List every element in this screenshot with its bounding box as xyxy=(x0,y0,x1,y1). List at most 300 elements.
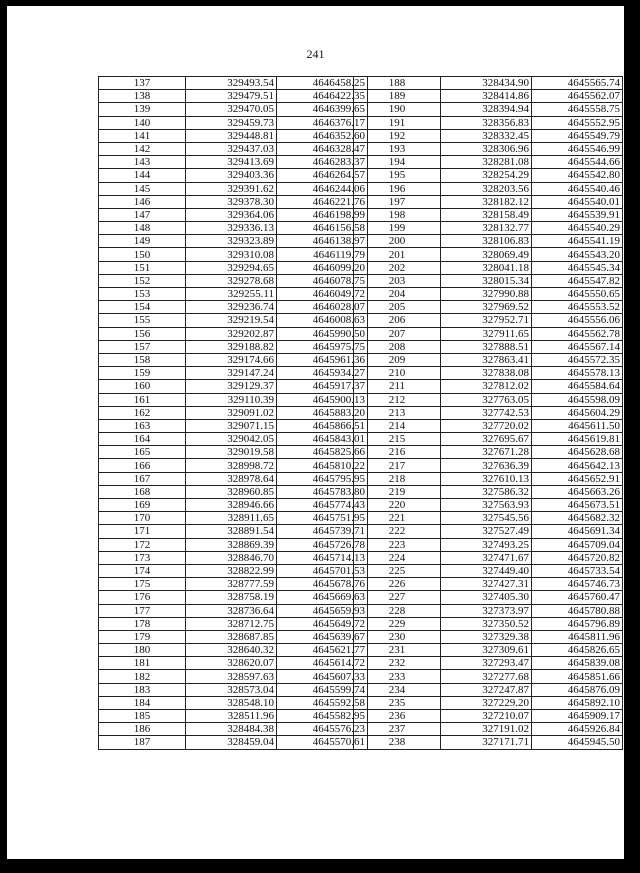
table-row xyxy=(99,77,368,90)
table-row xyxy=(99,288,368,301)
table-row xyxy=(99,472,368,485)
document-page xyxy=(7,6,624,859)
y-coordinate: 4645678.76 xyxy=(277,578,368,591)
point-number: 205 xyxy=(354,301,441,314)
table-row xyxy=(354,90,623,103)
page-number: 241 xyxy=(306,47,325,61)
point-number: 231 xyxy=(354,644,441,657)
x-coordinate: 327563.93 xyxy=(441,499,532,512)
x-coordinate: 329278.68 xyxy=(186,274,277,287)
table-row xyxy=(354,314,623,327)
y-coordinate: 4645621.77 xyxy=(277,644,368,657)
x-coordinate: 327191.02 xyxy=(441,723,532,736)
x-coordinate: 327990.88 xyxy=(441,288,532,301)
table-row xyxy=(354,274,623,287)
y-coordinate: 4645604.29 xyxy=(532,406,623,419)
point-number: 214 xyxy=(354,419,441,432)
point-number: 219 xyxy=(354,485,441,498)
table-row xyxy=(99,485,368,498)
table-row xyxy=(99,90,368,103)
point-number: 172 xyxy=(99,538,186,551)
point-number: 230 xyxy=(354,630,441,643)
y-coordinate: 4645556.06 xyxy=(532,314,623,327)
point-number: 140 xyxy=(99,116,186,129)
table-row xyxy=(99,129,368,142)
table-row xyxy=(354,208,623,221)
x-coordinate: 327293.47 xyxy=(441,657,532,670)
y-coordinate: 4645843.01 xyxy=(277,433,368,446)
x-coordinate: 329448.81 xyxy=(186,129,277,142)
y-coordinate: 4645553.52 xyxy=(532,301,623,314)
y-coordinate: 4645598.09 xyxy=(532,393,623,406)
x-coordinate: 328356.83 xyxy=(441,116,532,129)
point-number: 192 xyxy=(354,129,441,142)
x-coordinate: 329459.73 xyxy=(186,116,277,129)
point-number: 227 xyxy=(354,591,441,604)
y-coordinate: 4645917.37 xyxy=(277,380,368,393)
x-coordinate: 329129.37 xyxy=(186,380,277,393)
x-coordinate: 329071.15 xyxy=(186,419,277,432)
point-number: 181 xyxy=(99,657,186,670)
table-row xyxy=(354,696,623,709)
table-row xyxy=(354,578,623,591)
y-coordinate: 4645628.68 xyxy=(532,446,623,459)
point-number: 146 xyxy=(99,195,186,208)
y-coordinate: 4645733.54 xyxy=(532,564,623,577)
y-coordinate: 4645652.91 xyxy=(532,472,623,485)
y-coordinate: 4645961.36 xyxy=(277,353,368,366)
table-row xyxy=(99,683,368,696)
x-coordinate: 327763.05 xyxy=(441,393,532,406)
table-row xyxy=(354,564,623,577)
point-number: 232 xyxy=(354,657,441,670)
x-coordinate: 328069.49 xyxy=(441,248,532,261)
point-number: 179 xyxy=(99,630,186,643)
point-number: 150 xyxy=(99,248,186,261)
x-coordinate: 329391.62 xyxy=(186,182,277,195)
table-row xyxy=(354,499,623,512)
table-row xyxy=(99,393,368,406)
y-coordinate: 4646422.35 xyxy=(277,90,368,103)
y-coordinate: 4645542.80 xyxy=(532,169,623,182)
y-coordinate: 4645552.95 xyxy=(532,116,623,129)
table-row xyxy=(354,710,623,723)
table-row xyxy=(354,261,623,274)
y-coordinate: 4645599.74 xyxy=(277,683,368,696)
table-row xyxy=(99,564,368,577)
point-number: 238 xyxy=(354,736,441,749)
y-coordinate: 4645565.74 xyxy=(532,77,623,90)
point-number: 212 xyxy=(354,393,441,406)
table-row xyxy=(99,353,368,366)
y-coordinate: 4645659.93 xyxy=(277,604,368,617)
x-coordinate: 328822.99 xyxy=(186,564,277,577)
x-coordinate: 328015.34 xyxy=(441,274,532,287)
table-row xyxy=(99,710,368,723)
point-number: 174 xyxy=(99,564,186,577)
y-coordinate: 4645611.50 xyxy=(532,419,623,432)
x-coordinate: 328041.18 xyxy=(441,261,532,274)
table-row xyxy=(354,485,623,498)
x-coordinate: 328332.45 xyxy=(441,129,532,142)
y-coordinate: 4646119.79 xyxy=(277,248,368,261)
table-row xyxy=(354,156,623,169)
y-coordinate: 4645714.13 xyxy=(277,551,368,564)
x-coordinate: 328459.04 xyxy=(186,736,277,749)
table-row xyxy=(354,116,623,129)
y-coordinate: 4645614.72 xyxy=(277,657,368,670)
y-coordinate: 4645739.71 xyxy=(277,525,368,538)
y-coordinate: 4646198.99 xyxy=(277,208,368,221)
point-number: 209 xyxy=(354,353,441,366)
y-coordinate: 4645682.32 xyxy=(532,512,623,525)
table-row xyxy=(354,591,623,604)
table-row xyxy=(354,512,623,525)
x-coordinate: 328203.56 xyxy=(441,182,532,195)
point-number: 167 xyxy=(99,472,186,485)
y-coordinate: 4645751.95 xyxy=(277,512,368,525)
table-row xyxy=(99,736,368,749)
table-row xyxy=(354,380,623,393)
x-coordinate: 327427.31 xyxy=(441,578,532,591)
y-coordinate: 4646138.97 xyxy=(277,235,368,248)
y-coordinate: 4645545.34 xyxy=(532,261,623,274)
point-number: 154 xyxy=(99,301,186,314)
table-row xyxy=(354,683,623,696)
point-number: 151 xyxy=(99,261,186,274)
y-coordinate: 4645866.51 xyxy=(277,419,368,432)
x-coordinate: 327952.71 xyxy=(441,314,532,327)
table-row xyxy=(99,446,368,459)
table-row xyxy=(99,208,368,221)
table-row xyxy=(354,288,623,301)
table-row xyxy=(99,327,368,340)
y-coordinate: 4645876.09 xyxy=(532,683,623,696)
y-coordinate: 4645642.13 xyxy=(532,459,623,472)
x-coordinate: 329110.39 xyxy=(186,393,277,406)
point-number: 155 xyxy=(99,314,186,327)
point-number: 197 xyxy=(354,195,441,208)
x-coordinate: 328640.32 xyxy=(186,644,277,657)
y-coordinate: 4645540.29 xyxy=(532,222,623,235)
y-coordinate: 4645550.65 xyxy=(532,288,623,301)
x-coordinate: 329236.74 xyxy=(186,301,277,314)
x-coordinate: 328306.96 xyxy=(441,142,532,155)
x-coordinate: 327493.25 xyxy=(441,538,532,551)
point-number: 166 xyxy=(99,459,186,472)
point-number: 190 xyxy=(354,103,441,116)
x-coordinate: 328978.64 xyxy=(186,472,277,485)
x-coordinate: 329042.05 xyxy=(186,433,277,446)
point-number: 160 xyxy=(99,380,186,393)
y-coordinate: 4645826.65 xyxy=(532,644,623,657)
y-coordinate: 4646099.20 xyxy=(277,261,368,274)
table-row xyxy=(99,459,368,472)
point-number: 164 xyxy=(99,433,186,446)
x-coordinate: 328106.83 xyxy=(441,235,532,248)
table-row xyxy=(354,327,623,340)
y-coordinate: 4645810.22 xyxy=(277,459,368,472)
x-coordinate: 328911.65 xyxy=(186,512,277,525)
y-coordinate: 4645883.20 xyxy=(277,406,368,419)
x-coordinate: 327671.28 xyxy=(441,446,532,459)
y-coordinate: 4645592.58 xyxy=(277,696,368,709)
x-coordinate: 328414.86 xyxy=(441,90,532,103)
y-coordinate: 4645540.46 xyxy=(532,182,623,195)
x-coordinate: 329378.30 xyxy=(186,195,277,208)
table-row xyxy=(354,736,623,749)
y-coordinate: 4645760.47 xyxy=(532,591,623,604)
table-row xyxy=(354,129,623,142)
table-row xyxy=(354,459,623,472)
x-coordinate: 328712.75 xyxy=(186,617,277,630)
x-coordinate: 327277.68 xyxy=(441,670,532,683)
point-number: 204 xyxy=(354,288,441,301)
x-coordinate: 327527.49 xyxy=(441,525,532,538)
x-coordinate: 329336.13 xyxy=(186,222,277,235)
table-row xyxy=(354,340,623,353)
table-row xyxy=(354,77,623,90)
table-row xyxy=(354,301,623,314)
y-coordinate: 4645607.33 xyxy=(277,670,368,683)
table-row xyxy=(99,657,368,670)
table-row xyxy=(99,367,368,380)
point-number: 161 xyxy=(99,393,186,406)
y-coordinate: 4645783.80 xyxy=(277,485,368,498)
point-number: 162 xyxy=(99,406,186,419)
x-coordinate: 328548.10 xyxy=(186,696,277,709)
x-coordinate: 328434.90 xyxy=(441,77,532,90)
x-coordinate: 328484.38 xyxy=(186,723,277,736)
y-coordinate: 4645669.63 xyxy=(277,591,368,604)
y-coordinate: 4645582.95 xyxy=(277,710,368,723)
point-number: 215 xyxy=(354,433,441,446)
table-row xyxy=(354,472,623,485)
point-number: 222 xyxy=(354,525,441,538)
y-coordinate: 4645663.26 xyxy=(532,485,623,498)
table-row xyxy=(99,630,368,643)
table-row xyxy=(99,433,368,446)
x-coordinate: 329310.08 xyxy=(186,248,277,261)
point-number: 202 xyxy=(354,261,441,274)
point-number: 188 xyxy=(354,77,441,90)
table-row xyxy=(99,169,368,182)
point-number: 177 xyxy=(99,604,186,617)
table-row xyxy=(354,630,623,643)
x-coordinate: 327309.61 xyxy=(441,644,532,657)
table-row xyxy=(99,274,368,287)
table-row xyxy=(99,419,368,432)
y-coordinate: 4645811.96 xyxy=(532,630,623,643)
table-row xyxy=(99,525,368,538)
x-coordinate: 327373.97 xyxy=(441,604,532,617)
table-row xyxy=(99,538,368,551)
y-coordinate: 4645547.82 xyxy=(532,274,623,287)
point-number: 216 xyxy=(354,446,441,459)
y-coordinate: 4646283.37 xyxy=(277,156,368,169)
y-coordinate: 4645945.50 xyxy=(532,736,623,749)
y-coordinate: 4645926.84 xyxy=(532,723,623,736)
point-number: 187 xyxy=(99,736,186,749)
x-coordinate: 328998.72 xyxy=(186,459,277,472)
table-row xyxy=(99,103,368,116)
coordinates-table-left xyxy=(98,76,368,750)
x-coordinate: 329413.69 xyxy=(186,156,277,169)
table-row xyxy=(99,578,368,591)
y-coordinate: 4645543.20 xyxy=(532,248,623,261)
y-coordinate: 4645990.50 xyxy=(277,327,368,340)
table-row xyxy=(99,142,368,155)
y-coordinate: 4646221.76 xyxy=(277,195,368,208)
table-row xyxy=(354,182,623,195)
x-coordinate: 327471.67 xyxy=(441,551,532,564)
table-row xyxy=(354,419,623,432)
x-coordinate: 327911.65 xyxy=(441,327,532,340)
x-coordinate: 328687.85 xyxy=(186,630,277,643)
table-row xyxy=(99,116,368,129)
point-number: 235 xyxy=(354,696,441,709)
x-coordinate: 329147.24 xyxy=(186,367,277,380)
x-coordinate: 328511.96 xyxy=(186,710,277,723)
x-coordinate: 329493.54 xyxy=(186,77,277,90)
table-row xyxy=(354,723,623,736)
x-coordinate: 327742.53 xyxy=(441,406,532,419)
y-coordinate: 4646376.17 xyxy=(277,116,368,129)
y-coordinate: 4645544.66 xyxy=(532,156,623,169)
table-row xyxy=(99,551,368,564)
point-number: 213 xyxy=(354,406,441,419)
x-coordinate: 329174.66 xyxy=(186,353,277,366)
table-row xyxy=(354,551,623,564)
table-row xyxy=(99,340,368,353)
table-row xyxy=(99,222,368,235)
table-row xyxy=(354,670,623,683)
point-number: 158 xyxy=(99,353,186,366)
y-coordinate: 4645726.78 xyxy=(277,538,368,551)
y-coordinate: 4645774.43 xyxy=(277,499,368,512)
x-coordinate: 327610.13 xyxy=(441,472,532,485)
y-coordinate: 4645562.78 xyxy=(532,327,623,340)
table-row xyxy=(99,182,368,195)
y-coordinate: 4645540.01 xyxy=(532,195,623,208)
point-number: 145 xyxy=(99,182,186,195)
table-row xyxy=(99,670,368,683)
y-coordinate: 4646049.72 xyxy=(277,288,368,301)
point-number: 182 xyxy=(99,670,186,683)
point-number: 138 xyxy=(99,90,186,103)
x-coordinate: 327636.39 xyxy=(441,459,532,472)
table-row xyxy=(99,723,368,736)
x-coordinate: 328182.12 xyxy=(441,195,532,208)
point-number: 163 xyxy=(99,419,186,432)
y-coordinate: 4646244.06 xyxy=(277,182,368,195)
x-coordinate: 327545.56 xyxy=(441,512,532,525)
table-row xyxy=(354,604,623,617)
y-coordinate: 4645709.04 xyxy=(532,538,623,551)
table-row xyxy=(99,604,368,617)
table-row xyxy=(99,617,368,630)
table-row xyxy=(354,353,623,366)
y-coordinate: 4645701.53 xyxy=(277,564,368,577)
point-number: 201 xyxy=(354,248,441,261)
y-coordinate: 4645572.35 xyxy=(532,353,623,366)
x-coordinate: 329202.87 xyxy=(186,327,277,340)
y-coordinate: 4645649.72 xyxy=(277,617,368,630)
x-coordinate: 328758.19 xyxy=(186,591,277,604)
y-coordinate: 4645673.51 xyxy=(532,499,623,512)
point-number: 193 xyxy=(354,142,441,155)
y-coordinate: 4645558.75 xyxy=(532,103,623,116)
x-coordinate: 328597.63 xyxy=(186,670,277,683)
point-number: 139 xyxy=(99,103,186,116)
point-number: 223 xyxy=(354,538,441,551)
y-coordinate: 4645546.99 xyxy=(532,142,623,155)
table-row xyxy=(99,406,368,419)
x-coordinate: 329364.06 xyxy=(186,208,277,221)
y-coordinate: 4646399.65 xyxy=(277,103,368,116)
x-coordinate: 328620.07 xyxy=(186,657,277,670)
table-row xyxy=(354,617,623,630)
x-coordinate: 329255.11 xyxy=(186,288,277,301)
point-number: 189 xyxy=(354,90,441,103)
table-row xyxy=(99,301,368,314)
point-number: 200 xyxy=(354,235,441,248)
x-coordinate: 328281.08 xyxy=(441,156,532,169)
x-coordinate: 328394.94 xyxy=(441,103,532,116)
table-row xyxy=(354,103,623,116)
point-number: 147 xyxy=(99,208,186,221)
x-coordinate: 328132.77 xyxy=(441,222,532,235)
x-coordinate: 327863.41 xyxy=(441,353,532,366)
point-number: 224 xyxy=(354,551,441,564)
table-row xyxy=(99,235,368,248)
y-coordinate: 4646078.75 xyxy=(277,274,368,287)
point-number: 165 xyxy=(99,446,186,459)
table-row xyxy=(99,156,368,169)
y-coordinate: 4645539.91 xyxy=(532,208,623,221)
x-coordinate: 327838.08 xyxy=(441,367,532,380)
x-coordinate: 327720.02 xyxy=(441,419,532,432)
table-row xyxy=(99,195,368,208)
x-coordinate: 327449.40 xyxy=(441,564,532,577)
x-coordinate: 327586.32 xyxy=(441,485,532,498)
point-number: 237 xyxy=(354,723,441,736)
x-coordinate: 328736.64 xyxy=(186,604,277,617)
table-row xyxy=(354,195,623,208)
x-coordinate: 328846.70 xyxy=(186,551,277,564)
x-coordinate: 329188.82 xyxy=(186,340,277,353)
point-number: 229 xyxy=(354,617,441,630)
table-row xyxy=(354,367,623,380)
point-number: 152 xyxy=(99,274,186,287)
point-number: 207 xyxy=(354,327,441,340)
point-number: 226 xyxy=(354,578,441,591)
point-number: 194 xyxy=(354,156,441,169)
table-row xyxy=(354,142,623,155)
point-number: 211 xyxy=(354,380,441,393)
y-coordinate: 4645570.61 xyxy=(277,736,368,749)
y-coordinate: 4645541.19 xyxy=(532,235,623,248)
y-coordinate: 4645909.17 xyxy=(532,710,623,723)
y-coordinate: 4646008.63 xyxy=(277,314,368,327)
x-coordinate: 328946.66 xyxy=(186,499,277,512)
table-row xyxy=(99,512,368,525)
point-number: 159 xyxy=(99,367,186,380)
x-coordinate: 329403.36 xyxy=(186,169,277,182)
point-number: 169 xyxy=(99,499,186,512)
table-row xyxy=(354,433,623,446)
x-coordinate: 329323.89 xyxy=(186,235,277,248)
